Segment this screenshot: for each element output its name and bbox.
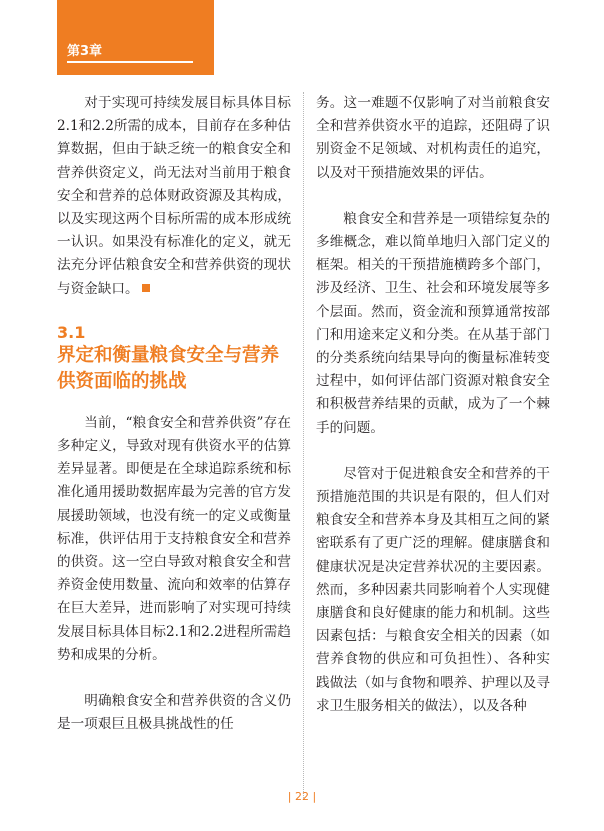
left-paragraph-2: 当前，“粮食安全和营养供资”存在多种定义，导致对现有供资水平的估算差异显著。即便是在全球追踪系统和标准化通用援助数据库最为完善的官方发展援助领域，也没有统一的定义或衡量标准，供评估用于支持粮食安全和营养的供资。这一空白导致对粮食安全和营养资金使用数量、流向和效率的估算存在巨大差异，进而影响了对实现可持续发展目标具体目标2.1和2.2进程所需趋势和成果的分析。 (57, 414, 291, 663)
chapter-underline (67, 61, 193, 63)
chapter-label: 第3章 (67, 44, 103, 59)
page-number: | 22 | (287, 790, 317, 803)
left-paragraph-1-text: 对于实现可持续发展目标具体目标2.1和2.2所需的成本，目前存在多种估算数据，但由于缺乏统一的粮食安全和营养供资定义，尚无法对当前用于粮食安全和营养的总体财政资源及其构成，以及实现这两个目标所需的成本形成统一认识。如果没有标准化的定义，就无法充分评估粮食安全和营养供资的现状与资金缺口。 (57, 95, 291, 297)
right-column (316, 92, 550, 718)
end-of-section-mark (142, 284, 150, 292)
section-number: 3.1 (57, 322, 86, 342)
section-title: 界定和衡量粮食安全与营养供资面临的挑战 (57, 344, 280, 392)
paragraph-spacer (316, 185, 550, 208)
paragraph-spacer (316, 440, 550, 463)
right-paragraph-1: 务。这一难题不仅影响了对当前粮食安全和营养供资水平的追踪，还阻碍了识别资金不足领域、对机构责任的追究，以及对干预措施效果的评估。 (316, 95, 550, 181)
column-divider (303, 92, 304, 798)
section-spacer (57, 301, 291, 323)
paragraph-spacer (57, 667, 291, 690)
right-paragraph-2: 粮食安全和营养是一项错综复杂的多维概念，难以简单地归入部门定义的框架。相关的干预措施横跨多个部门，涉及经济、卫生、社会和环境发展等多个层面。然而，资金流和预算通常按部门和用途来定义和分类。在从基于部门的分类系统向结果导向的衡量标准转变过程中，如何评估部门资源对粮食安全和积极营养结果的贡献，成为了一个棘手的问题。 (316, 210, 550, 436)
left-column (57, 92, 291, 736)
right-paragraph-3: 尽管对于促进粮食安全和营养的干预措施范围的共识是有限的，但人们对粮食安全和营养本身及其相互之间的紧密联系有了更广泛的理解。健康膳食和健康状况是决定营养状况的主要因素。然而，多种因素共同影响着个人实现健康膳食和良好健康的能力和机制。这些因素包括：与粮食安全相关的因素（如营养食物的供应和可负担性）、各种实践做法（如与食物和喂养、护理以及寻求卫生服务相关的做法），以及各种 (316, 465, 550, 714)
chapter-tab (57, 0, 214, 75)
heading-spacer (57, 395, 291, 412)
left-paragraph-3: 明确粮食安全和营养供资的含义仍是一项艰巨且极具挑战性的任 (57, 693, 291, 733)
left-paragraph-1 (57, 92, 291, 301)
